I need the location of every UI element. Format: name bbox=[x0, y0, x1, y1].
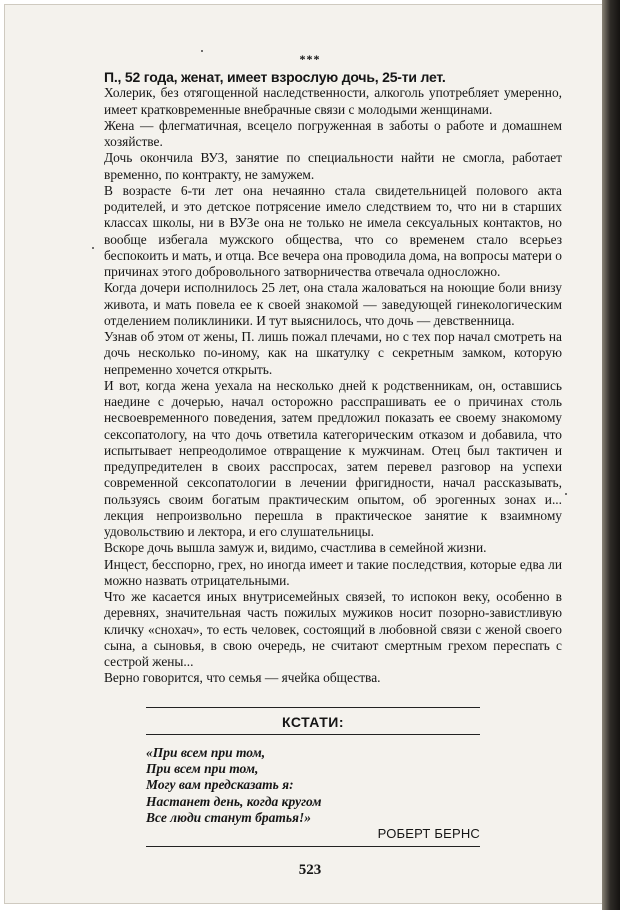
scan-speck bbox=[92, 247, 94, 249]
aside-top-rule bbox=[146, 707, 480, 708]
paragraph: Вскоре дочь вышла замуж и, видимо, счастлива в семейной жизни. bbox=[104, 540, 487, 556]
poem-author: РОБЕРТ БЕРНС bbox=[377, 826, 480, 841]
paragraph: Узнав об этом от жены, П. лишь пожал плечами, но с тех пор начал смотреть на дочь несколько по-иному, как на шкатулку с секретным замком, которую непременно хочется открыть. bbox=[104, 329, 562, 377]
paragraph: Верно говорится, что семья — ячейка общества. bbox=[104, 670, 381, 686]
paragraph: Когда дочери исполнилось 25 лет, она стала жаловаться на ноющие боли внизу живота, и мать повела ее к своей знакомой — заведующей гинекологическим отделением поликлиники. И тут выяснилось, что дочь — девственница. bbox=[104, 280, 562, 328]
scan-speck bbox=[565, 493, 567, 495]
poem-line: Все люди станут братья!» bbox=[146, 809, 312, 825]
section-ornament: *** bbox=[299, 52, 321, 66]
paragraph: Что же касается иных внутрисемейных связей, то испокон веку, особенно в деревнях, значительная часть пожилых мужиков носит позорно-завистливую кличку «снохач», то есть человек, состоящий в любовной связи с женой своего сына, а сыновья, в свою очередь, не считают смертным грехом переспать с сестрой жены... bbox=[104, 589, 562, 669]
paragraph: В возрасте 6-ти лет она нечаянно стала свидетельницей полового акта родителей, и это детское потрясение имело следствием то, что ни в старших классах школы, ни в ВУЗе она не только не имела сексуальных контактов, но вообще избегала мужского общества, что со временем стало всерьез беспокоить и мать, и отца. Все вечера она проводила дома, на вопросы матери о причинах этого добровольного затворничества отвечала односложно. bbox=[104, 182, 562, 279]
aside-title-rule bbox=[146, 734, 480, 735]
poem-line: Могу вам предсказать я: bbox=[146, 777, 294, 793]
aside-title: КСТАТИ: bbox=[282, 714, 344, 730]
page-number: 523 bbox=[298, 862, 322, 878]
paragraph: Жена — флегматичная, всецело погруженная в заботы о работе и домашнем хозяйстве. bbox=[104, 117, 562, 149]
poem-line: При всем при том, bbox=[146, 761, 259, 777]
paragraph: Инцест, бесспорно, грех, но иногда имеет и такие последствия, которые едва ли можно назвать отрицательными. bbox=[104, 556, 562, 588]
aside-bottom-rule bbox=[146, 846, 480, 847]
paragraph: Холерик, без отягощенной наследственности, алкоголь употребляет умеренно, имеет кратковременные внебрачные связи с молодыми женщинами. bbox=[104, 85, 562, 117]
paragraph: И вот, когда жена уехала на несколько дней к родственникам, он, оставшись наедине с дочерью, начал осторожно расспрашивать ее о причинах столь несвоевременного поведения, затем предложил показать ее своему знакомому сексопатологу, на что дочь ответила категорическим отказом и добавила, что испытывает непреодолимое отвращение к мужчинам. Отец был тактичен и предупредителен в своих расспросах, затем перевел разговор на успехи современной сексопатологии в лечении фригидности, начал рассказывать, пользуясь своим богатым практическим опытом, об эрогенных зонах и... лекция непроизвольно перешла в практическое занятие к взаимному удовольствию и лектора, и его слушательницы. bbox=[104, 377, 562, 539]
poem-line: «При всем при том, bbox=[146, 745, 266, 760]
case-heading: П., 52 года, женат, имеет взрослую дочь, 25-ти лет. bbox=[104, 69, 446, 85]
poem-quote bbox=[146, 745, 476, 826]
poem-line: Настанет день, когда кругом bbox=[146, 793, 322, 809]
book-spine-shadow bbox=[602, 0, 620, 910]
main-text bbox=[104, 69, 562, 687]
paragraph: Дочь окончила ВУЗ, занятие по специальности найти не смогла, работает временно, по контракту, не замужем. bbox=[104, 150, 562, 182]
